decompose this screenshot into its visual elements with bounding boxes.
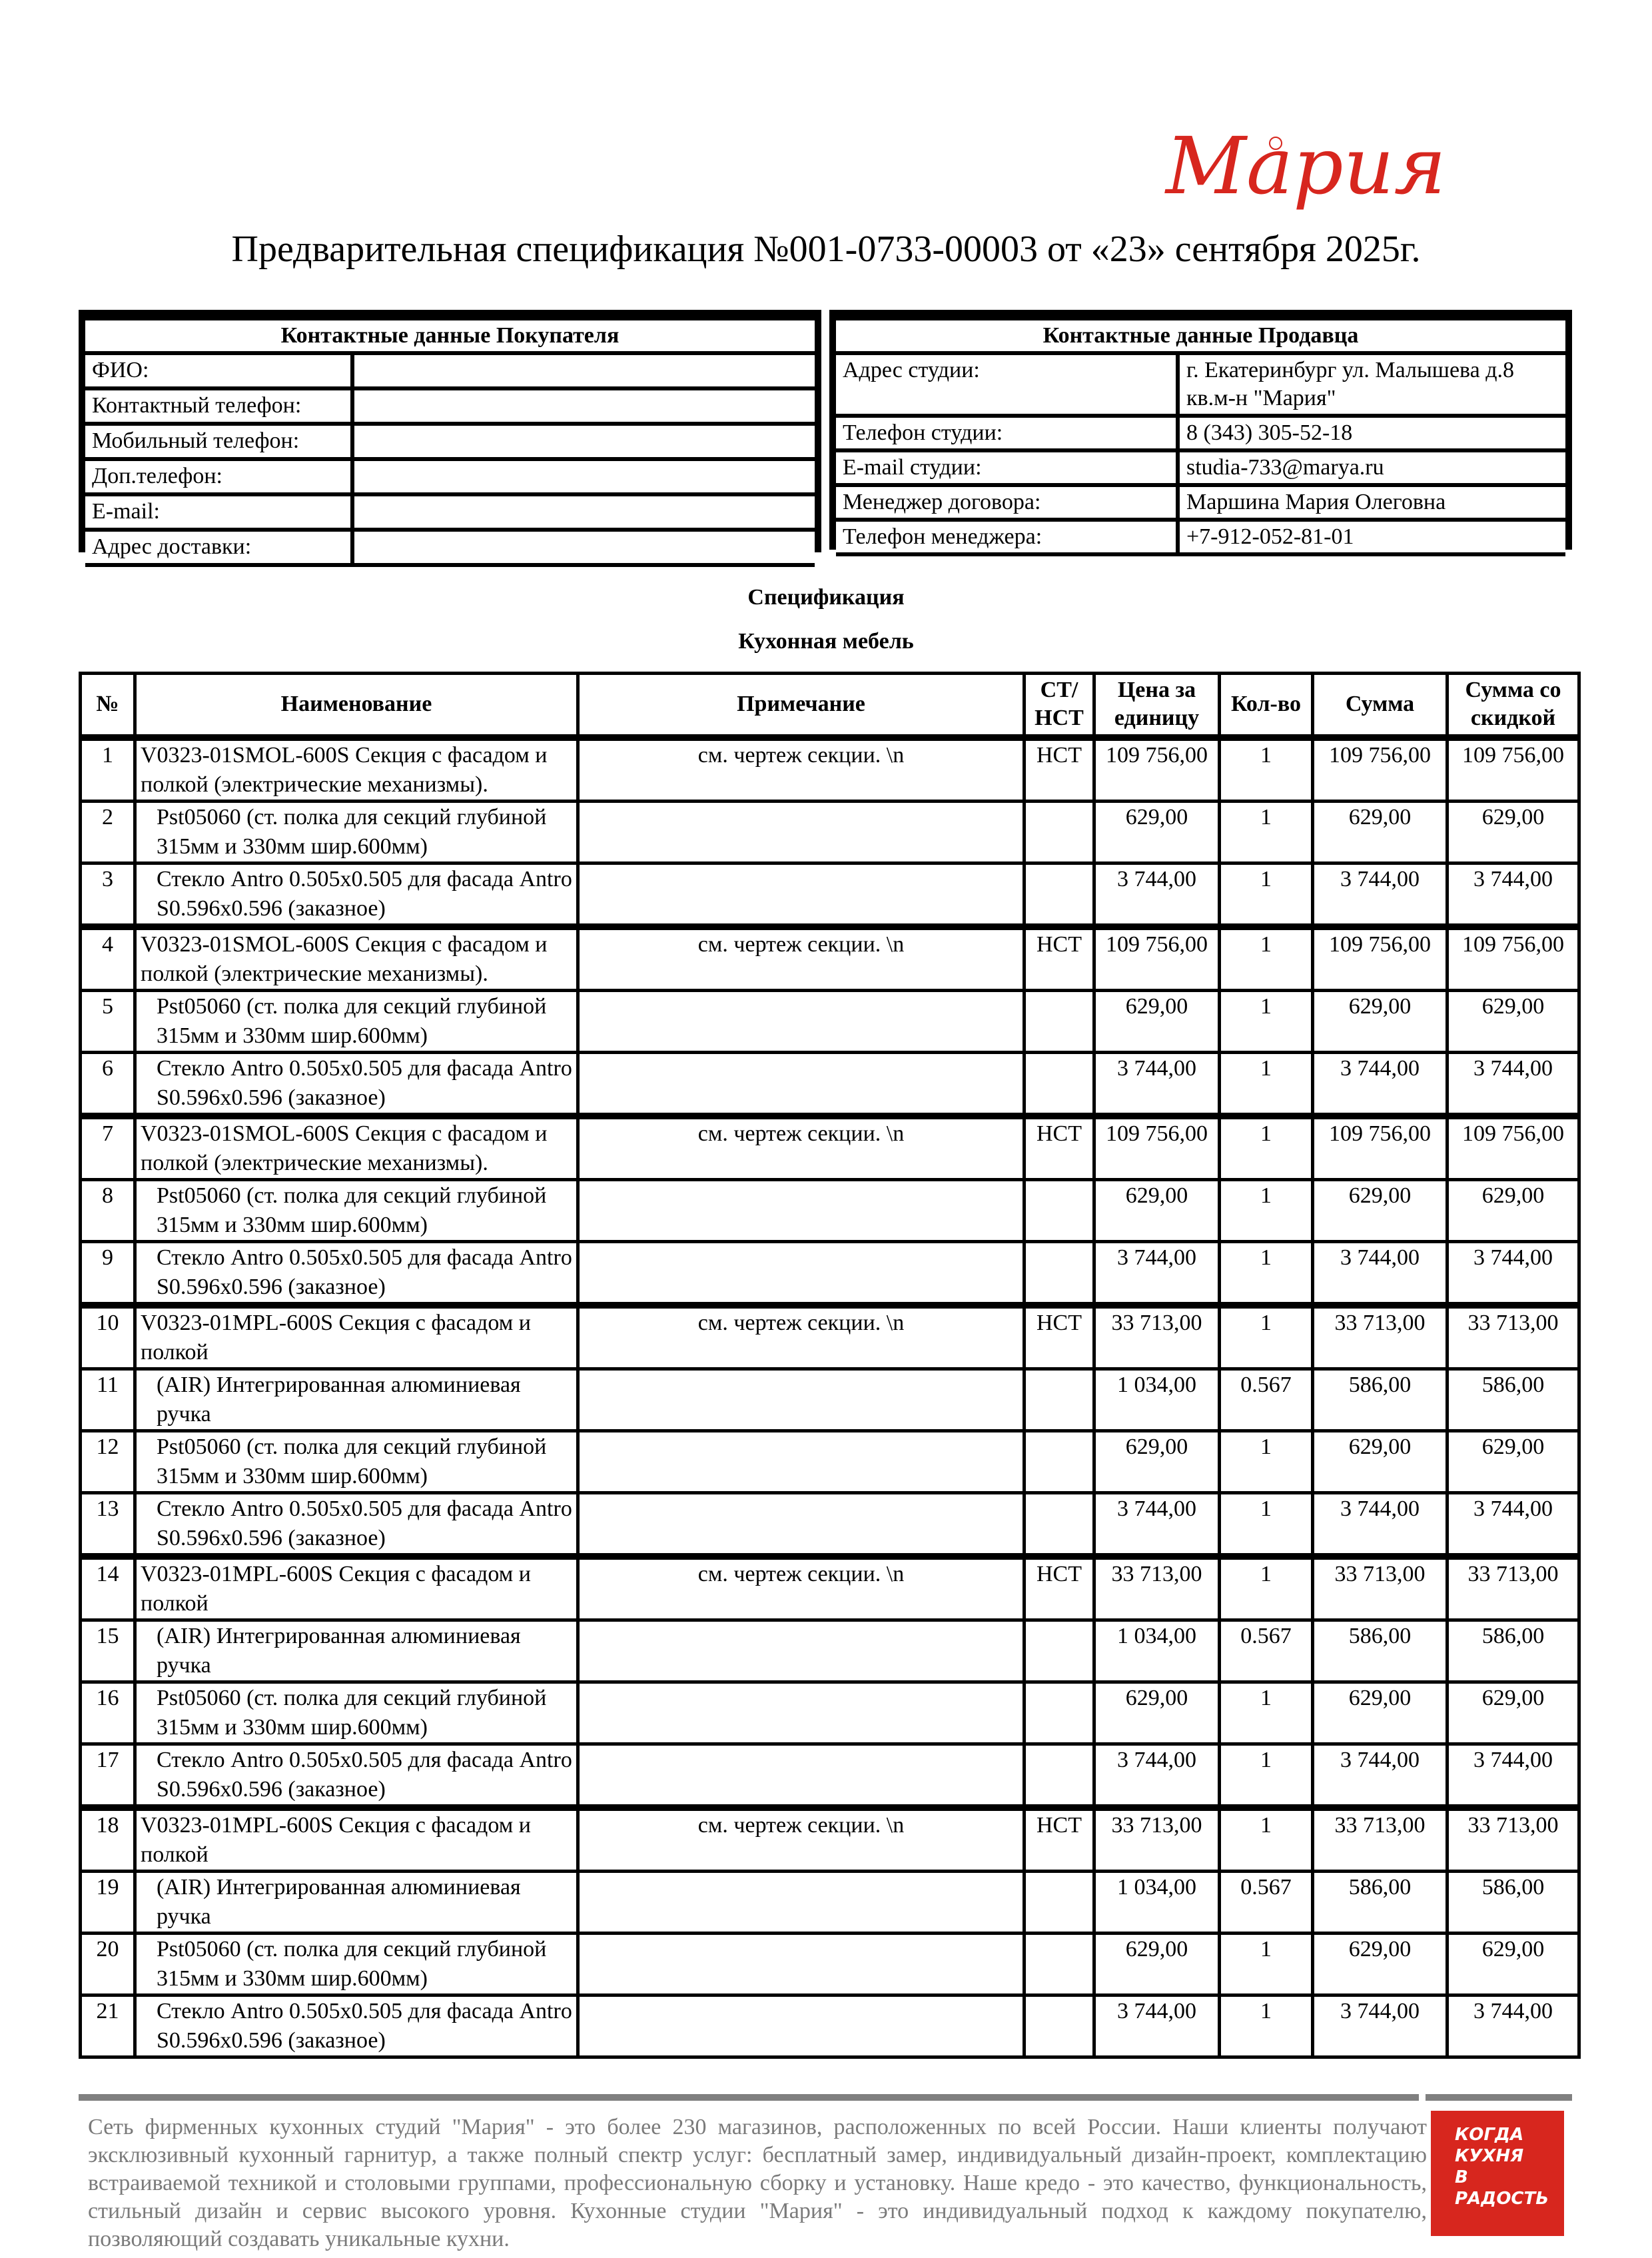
table-row [81, 738, 1579, 802]
col-header-qty: Кол-во [1220, 674, 1313, 738]
item-type [1025, 863, 1094, 927]
line-sum: 33 713,00 [1313, 1808, 1447, 1872]
item-name: Pst05060 (ст. полка для секций глубиной 315мм и 330мм шир.600мм) [135, 990, 578, 1052]
buyer-row [85, 461, 815, 492]
row-number: 18 [81, 1808, 135, 1872]
item-note: см. чертеж секции. \n [578, 1556, 1025, 1620]
quantity: 1 [1220, 1430, 1313, 1492]
quantity: 1 [1220, 1116, 1313, 1180]
discount-sum: 629,00 [1447, 1933, 1579, 1995]
quantity: 1 [1220, 927, 1313, 991]
row-number: 2 [81, 801, 135, 863]
buyer-label: Контактный телефон: [85, 390, 354, 422]
quantity: 1 [1220, 1179, 1313, 1241]
seller-label: Телефон менеджера: [836, 522, 1180, 552]
buyer-extra-phone-field[interactable] [354, 461, 815, 492]
item-type [1025, 1933, 1094, 1995]
item-note [578, 1871, 1025, 1933]
unit-price: 629,00 [1094, 1933, 1220, 1995]
discount-sum: 3 744,00 [1447, 1744, 1579, 1808]
row-number: 10 [81, 1305, 135, 1369]
unit-price: 33 713,00 [1094, 1808, 1220, 1872]
line-sum: 33 713,00 [1313, 1305, 1447, 1369]
quantity: 0.567 [1220, 1369, 1313, 1430]
buyer-heading: Контактные данные Покупателя [85, 320, 815, 351]
discount-sum: 629,00 [1447, 1179, 1579, 1241]
quantity: 1 [1220, 1682, 1313, 1744]
discount-sum: 586,00 [1447, 1369, 1579, 1430]
buyer-row [85, 426, 815, 457]
discount-sum: 586,00 [1447, 1871, 1579, 1933]
seller-label: Телефон студии: [836, 418, 1180, 448]
row-number: 21 [81, 1995, 135, 2057]
item-type [1025, 1744, 1094, 1808]
unit-price: 1 034,00 [1094, 1620, 1220, 1682]
item-note: см. чертеж секции. \n [578, 1305, 1025, 1369]
line-sum: 3 744,00 [1313, 863, 1447, 927]
item-note [578, 801, 1025, 863]
item-type [1025, 1995, 1094, 2057]
item-type [1025, 1682, 1094, 1744]
discount-sum: 3 744,00 [1447, 1492, 1579, 1556]
maria-logo-icon [1159, 120, 1585, 220]
item-note [578, 1620, 1025, 1682]
unit-price: 1 034,00 [1094, 1871, 1220, 1933]
row-number: 8 [81, 1179, 135, 1241]
item-type [1025, 1871, 1094, 1933]
col-header-num: № [81, 674, 135, 738]
discount-sum: 109 756,00 [1447, 738, 1579, 802]
item-note [578, 990, 1025, 1052]
slogan-badge [1431, 2111, 1564, 2236]
item-name: Стекло Antro 0.505x0.505 для фасада Antro S0.596x0.596 (заказное) [135, 1052, 578, 1116]
item-note [578, 1052, 1025, 1116]
item-type [1025, 1430, 1094, 1492]
table-row [81, 1808, 1579, 1872]
item-type: НСТ [1025, 1116, 1094, 1180]
item-note: см. чертеж секции. \n [578, 1808, 1025, 1872]
item-note: см. чертеж секции. \n [578, 1116, 1025, 1180]
unit-price: 629,00 [1094, 1430, 1220, 1492]
quantity: 1 [1220, 1933, 1313, 1995]
item-name: Стекло Antro 0.505x0.505 для фасада Antro S0.596x0.596 (заказное) [135, 1241, 578, 1305]
table-row [81, 1620, 1579, 1682]
seller-label: E-mail студии: [836, 452, 1180, 483]
item-type: НСТ [1025, 1808, 1094, 1872]
item-note [578, 1682, 1025, 1744]
item-type [1025, 1620, 1094, 1682]
discount-sum: 33 713,00 [1447, 1305, 1579, 1369]
unit-price: 629,00 [1094, 801, 1220, 863]
item-name: Pst05060 (ст. полка для секций глубиной 315мм и 330мм шир.600мм) [135, 1179, 578, 1241]
item-type [1025, 990, 1094, 1052]
quantity: 1 [1220, 1305, 1313, 1369]
table-row [81, 1871, 1579, 1933]
table-row [81, 1933, 1579, 1995]
row-number: 3 [81, 863, 135, 927]
table-row [81, 1556, 1579, 1620]
discount-sum: 109 756,00 [1447, 1116, 1579, 1180]
quantity: 1 [1220, 1995, 1313, 2057]
item-type: НСТ [1025, 1556, 1094, 1620]
quantity: 1 [1220, 1556, 1313, 1620]
row-number: 11 [81, 1369, 135, 1430]
spec-subtitle: Кухонная мебель [738, 629, 914, 654]
document-title: Предварительная спецификация №001-0733-00003 от «23» сентября 2025г. [231, 229, 1421, 270]
table-row [81, 1305, 1579, 1369]
col-header-sum: Сумма [1313, 674, 1447, 738]
manager-name-value: Маршина Мария Олеговна [1180, 487, 1565, 518]
quantity: 1 [1220, 990, 1313, 1052]
item-type [1025, 1052, 1094, 1116]
row-number: 4 [81, 927, 135, 991]
quantity: 0.567 [1220, 1871, 1313, 1933]
line-sum: 3 744,00 [1313, 1492, 1447, 1556]
unit-price: 3 744,00 [1094, 1492, 1220, 1556]
buyer-delivery-address-field[interactable] [354, 532, 815, 563]
buyer-label: ФИО: [85, 355, 354, 386]
buyer-label: Доп.телефон: [85, 461, 354, 492]
table-row [81, 990, 1579, 1052]
col-header-type: СТ/ НСТ [1025, 674, 1094, 738]
seller-row [836, 487, 1565, 518]
unit-price: 1 034,00 [1094, 1369, 1220, 1430]
col-header-discount-sum: Сумма со скидкой [1447, 674, 1579, 738]
item-name: V0323-01SMOL-600S Секция с фасадом и полкой (электрические механизмы). [135, 1116, 578, 1180]
item-note: см. чертеж секции. \n [578, 927, 1025, 991]
row-number: 14 [81, 1556, 135, 1620]
quantity: 1 [1220, 1241, 1313, 1305]
item-note [578, 1744, 1025, 1808]
line-sum: 629,00 [1313, 1933, 1447, 1995]
discount-sum: 629,00 [1447, 1682, 1579, 1744]
slogan-line: КОГДА [1455, 2125, 1524, 2145]
line-sum: 586,00 [1313, 1620, 1447, 1682]
row-number: 19 [81, 1871, 135, 1933]
item-type: НСТ [1025, 927, 1094, 991]
table-row [81, 1241, 1579, 1305]
item-name: V0323-01MPL-600S Секция с фасадом и полкой [135, 1808, 578, 1872]
logo-text: Мария [1166, 120, 1446, 212]
col-header-price: Цена за единицу [1094, 674, 1220, 738]
item-type [1025, 1179, 1094, 1241]
item-name: Pst05060 (ст. полка для секций глубиной 315мм и 330мм шир.600мм) [135, 1430, 578, 1492]
seller-row [836, 452, 1565, 483]
line-sum: 3 744,00 [1313, 1052, 1447, 1116]
table-row [81, 1995, 1579, 2057]
discount-sum: 3 744,00 [1447, 863, 1579, 927]
unit-price: 3 744,00 [1094, 1241, 1220, 1305]
row-number: 6 [81, 1052, 135, 1116]
item-type [1025, 1492, 1094, 1556]
line-sum: 586,00 [1313, 1871, 1447, 1933]
buyer-row [85, 390, 815, 422]
row-number: 7 [81, 1116, 135, 1180]
unit-price: 629,00 [1094, 1179, 1220, 1241]
item-note [578, 1369, 1025, 1430]
item-note [578, 1995, 1025, 2057]
line-sum: 33 713,00 [1313, 1556, 1447, 1620]
item-type [1025, 1241, 1094, 1305]
line-sum: 629,00 [1313, 1179, 1447, 1241]
line-sum: 586,00 [1313, 1369, 1447, 1430]
buyer-contact-phone-field[interactable] [354, 390, 815, 422]
item-name: Стекло Antro 0.505x0.505 для фасада Antro S0.596x0.596 (заказное) [135, 863, 578, 927]
discount-sum: 33 713,00 [1447, 1808, 1579, 1872]
spec-table-body [81, 738, 1579, 2057]
row-number: 17 [81, 1744, 135, 1808]
footer-divider [79, 2094, 1419, 2101]
buyer-label: Адрес доставки: [85, 532, 354, 563]
unit-price: 3 744,00 [1094, 863, 1220, 927]
seller-contacts [829, 310, 1572, 550]
seller-label: Менеджер договора: [836, 487, 1180, 518]
item-name: V0323-01MPL-600S Секция с фасадом и полкой [135, 1556, 578, 1620]
row-number: 9 [81, 1241, 135, 1305]
table-row [81, 801, 1579, 863]
studio-phone-value: 8 (343) 305-52-18 [1180, 418, 1565, 448]
item-note [578, 1241, 1025, 1305]
item-note [578, 1933, 1025, 1995]
item-type [1025, 1369, 1094, 1430]
quantity: 1 [1220, 1808, 1313, 1872]
table-row [81, 1744, 1579, 1808]
line-sum: 629,00 [1313, 1682, 1447, 1744]
table-row [81, 927, 1579, 991]
item-name: Pst05060 (ст. полка для секций глубиной 315мм и 330мм шир.600мм) [135, 801, 578, 863]
buyer-email-field[interactable] [354, 496, 815, 528]
line-sum: 3 744,00 [1313, 1995, 1447, 2057]
discount-sum: 629,00 [1447, 801, 1579, 863]
unit-price: 3 744,00 [1094, 1744, 1220, 1808]
table-row [81, 1492, 1579, 1556]
spec-table [79, 672, 1581, 2059]
item-type: НСТ [1025, 1305, 1094, 1369]
unit-price: 629,00 [1094, 1682, 1220, 1744]
row-number: 15 [81, 1620, 135, 1682]
brand-logo [1159, 120, 1585, 220]
quantity: 0.567 [1220, 1620, 1313, 1682]
seller-heading: Контактные данные Продавца [836, 320, 1565, 351]
line-sum: 109 756,00 [1313, 927, 1447, 991]
item-name: Стекло Antro 0.505x0.505 для фасада Antro S0.596x0.596 (заказное) [135, 1995, 578, 2057]
buyer-row [85, 355, 815, 386]
line-sum: 629,00 [1313, 990, 1447, 1052]
seller-row [836, 522, 1565, 552]
unit-price: 109 756,00 [1094, 738, 1220, 802]
col-header-note: Примечание [578, 674, 1025, 738]
footer-divider-right [1426, 2094, 1572, 2101]
slogan-line: КУХНЯ [1455, 2146, 1524, 2166]
row-number: 20 [81, 1933, 135, 1995]
row-number: 16 [81, 1682, 135, 1744]
buyer-label: Мобильный телефон: [85, 426, 354, 457]
buyer-label: E-mail: [85, 496, 354, 528]
manager-phone-value: +7-912-052-81-01 [1180, 522, 1565, 552]
unit-price: 3 744,00 [1094, 1052, 1220, 1116]
quantity: 1 [1220, 801, 1313, 863]
item-name: (AIR) Интегрированная алюминиевая ручка [135, 1871, 578, 1933]
item-name: Стекло Antro 0.505x0.505 для фасада Antro S0.596x0.596 (заказное) [135, 1492, 578, 1556]
slogan-line: В РАДОСТЬ [1455, 2167, 1549, 2209]
table-row [81, 1369, 1579, 1430]
discount-sum: 3 744,00 [1447, 1995, 1579, 2057]
item-type: НСТ [1025, 738, 1094, 802]
discount-sum: 629,00 [1447, 990, 1579, 1052]
item-name: V0323-01SMOL-600S Секция с фасадом и полкой (электрические механизмы). [135, 927, 578, 991]
table-row [81, 1682, 1579, 1744]
table-row [81, 1116, 1579, 1180]
line-sum: 109 756,00 [1313, 738, 1447, 802]
item-note [578, 863, 1025, 927]
discount-sum: 3 744,00 [1447, 1052, 1579, 1116]
spec-header-row [81, 674, 1579, 738]
buyer-mobile-phone-field[interactable] [354, 426, 815, 457]
discount-sum: 3 744,00 [1447, 1241, 1579, 1305]
unit-price: 109 756,00 [1094, 927, 1220, 991]
item-note [578, 1430, 1025, 1492]
unit-price: 629,00 [1094, 990, 1220, 1052]
item-note [578, 1179, 1025, 1241]
studio-email-value[interactable]: studia-733@marya.ru [1180, 452, 1565, 483]
buyer-row [85, 496, 815, 528]
quantity: 1 [1220, 1744, 1313, 1808]
item-note: см. чертеж секции. \n [578, 738, 1025, 802]
line-sum: 109 756,00 [1313, 1116, 1447, 1180]
line-sum: 3 744,00 [1313, 1744, 1447, 1808]
discount-sum: 586,00 [1447, 1620, 1579, 1682]
row-number: 12 [81, 1430, 135, 1492]
item-name: Pst05060 (ст. полка для секций глубиной 315мм и 330мм шир.600мм) [135, 1933, 578, 1995]
item-name: V0323-01MPL-600S Секция с фасадом и полкой [135, 1305, 578, 1369]
item-name: Стекло Antro 0.505x0.505 для фасада Antro S0.596x0.596 (заказное) [135, 1744, 578, 1808]
table-row [81, 1052, 1579, 1116]
quantity: 1 [1220, 1052, 1313, 1116]
table-row [81, 1179, 1579, 1241]
line-sum: 629,00 [1313, 801, 1447, 863]
table-row [81, 1430, 1579, 1492]
buyer-contacts [79, 310, 821, 559]
footer-about-text: Сеть фирменных кухонных студий "Мария" - это более 230 магазинов, расположенных по всей России. Наши клиенты получают эксклюзивный кухонный гарнитур, а также полный спектр услуг: бесплатный замер, индивидуальный дизайн-проект, комплектацию встраиваемой техникой и столовыми группами, профессиональную сборку и установку. Наше кредо - это качество, функциональность, стильный дизайн и сервис высокого уровня. Кухонные студии "Мария" - это индивидуальный подход к каждому покупателю, позволяющий создавать уникальные кухни. [88, 2115, 1427, 2251]
item-name: (AIR) Интегрированная алюминиевая ручка [135, 1620, 578, 1682]
col-header-name: Наименование [135, 674, 578, 738]
quantity: 1 [1220, 1492, 1313, 1556]
unit-price: 33 713,00 [1094, 1305, 1220, 1369]
row-number: 13 [81, 1492, 135, 1556]
discount-sum: 33 713,00 [1447, 1556, 1579, 1620]
item-name: V0323-01SMOL-600S Секция с фасадом и полкой (электрические механизмы). [135, 738, 578, 802]
line-sum: 629,00 [1313, 1430, 1447, 1492]
buyer-fio-field[interactable] [354, 355, 815, 386]
quantity: 1 [1220, 738, 1313, 802]
seller-row [836, 355, 1565, 414]
studio-address-value: г. Екатеринбург ул. Малышева д.8 кв.м-н "Мария" [1180, 355, 1565, 414]
item-type [1025, 801, 1094, 863]
discount-sum: 109 756,00 [1447, 927, 1579, 991]
spec-title: Спецификация [747, 585, 905, 610]
item-name: (AIR) Интегрированная алюминиевая ручка [135, 1369, 578, 1430]
unit-price: 3 744,00 [1094, 1995, 1220, 2057]
item-name: Pst05060 (ст. полка для секций глубиной 315мм и 330мм шир.600мм) [135, 1682, 578, 1744]
table-row [81, 863, 1579, 927]
seller-row [836, 418, 1565, 448]
line-sum: 3 744,00 [1313, 1241, 1447, 1305]
buyer-row [85, 532, 815, 563]
row-number: 1 [81, 738, 135, 802]
discount-sum: 629,00 [1447, 1430, 1579, 1492]
unit-price: 33 713,00 [1094, 1556, 1220, 1620]
row-number: 5 [81, 990, 135, 1052]
quantity: 1 [1220, 863, 1313, 927]
seller-label: Адрес студии: [836, 355, 1180, 414]
item-note [578, 1492, 1025, 1556]
unit-price: 109 756,00 [1094, 1116, 1220, 1180]
